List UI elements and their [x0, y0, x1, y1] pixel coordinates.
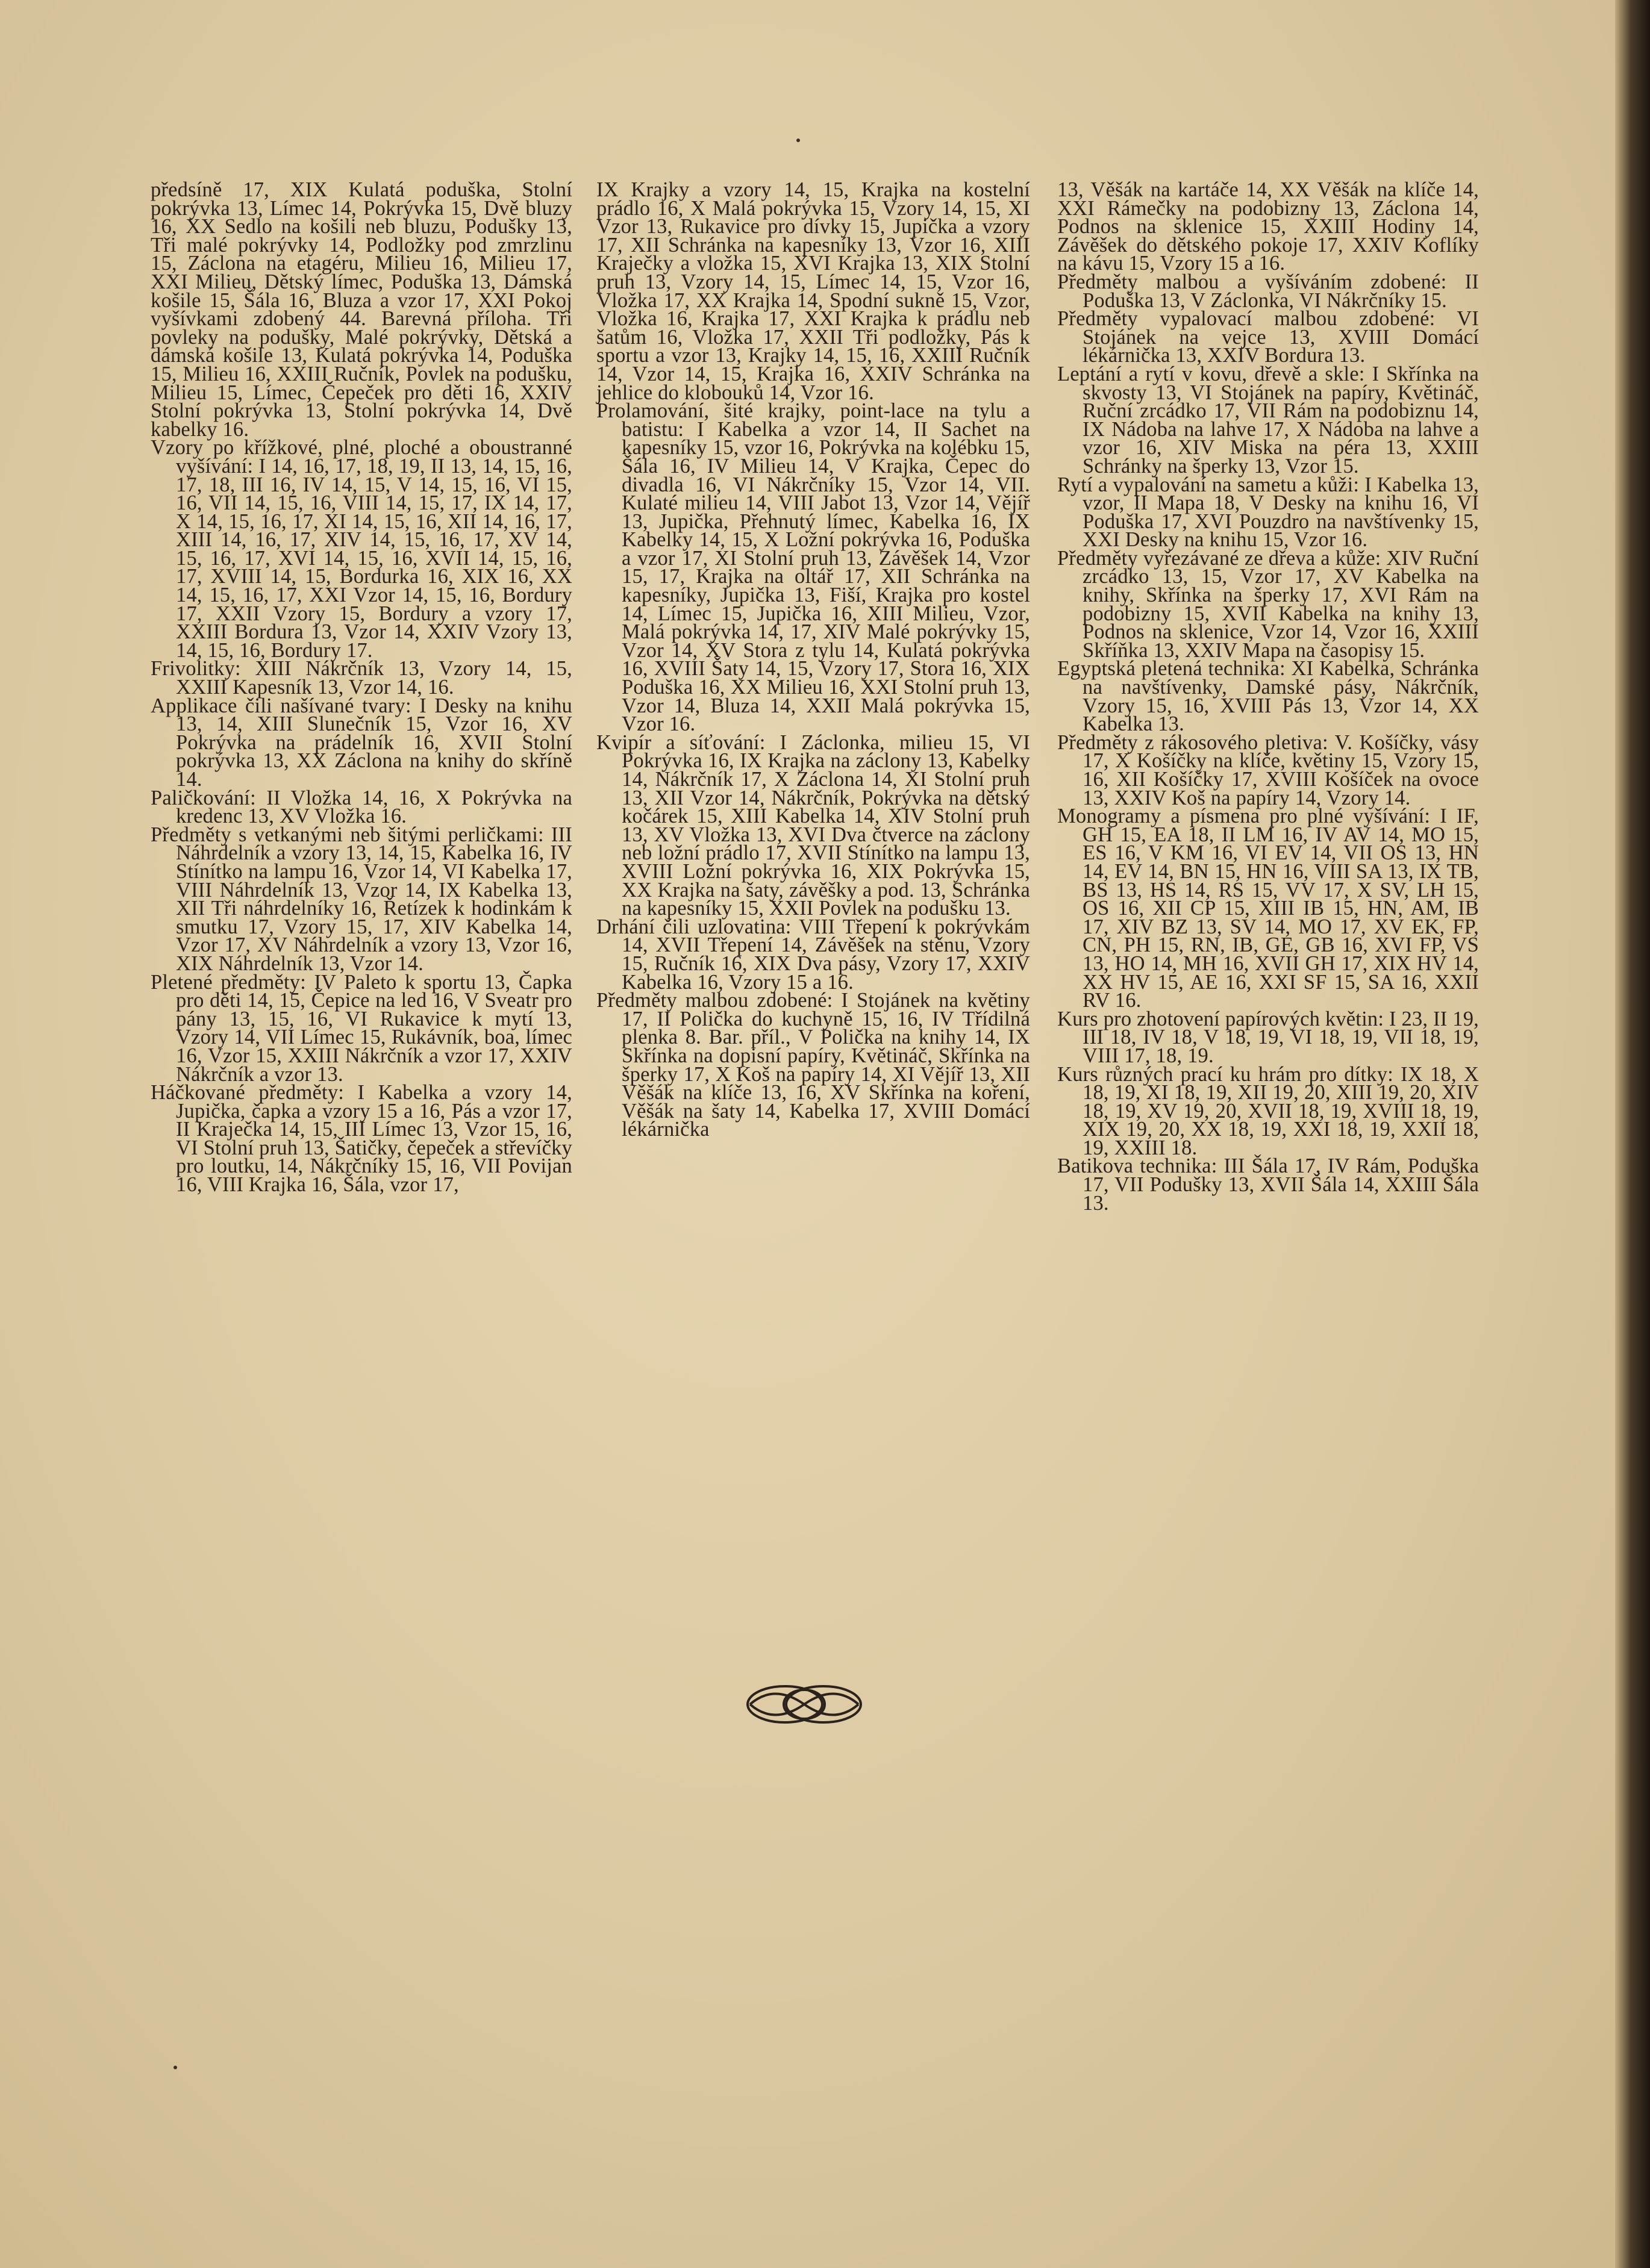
- index-column-3: [1057, 178, 1479, 1215]
- index-entry: Pletené předměty: IV Paleto k sportu 13, Čapka pro děti 14, 15, Čepice na led 16, V Sveatr pro pány 13, 15, 16, VI Rukavice k mytí 13, Vzory 14, VII Límec 15, Rukávník, boa, límec 16, Vzor 15, XXIII Nákrčník a vzor 17, XXIV Nákrčník a vzor 13.: [151, 970, 572, 1086]
- index-entry: Předměty vyřezávané ze dřeva a kůže: XIV Ruční zrcádko 13, 15, Vzor 17, XV Kabelka na knihy, Skřínka na šperky 17, XVI Rám na podobizny 15, XVII Kabelka na knihy 13, Podnos na sklenice, Vzor 14, Vzor 16, XXIII Skříňka 13, XXIV Mapa na časopisy 15.: [1057, 546, 1479, 662]
- index-entry: Rytí a vypalování na sametu a kůži: I Kabelka 13, vzor, II Mapa 18, V Desky na knihu 16, VI Poduška 17, XVI Pouzdro na navštívenky 15, XXI Desky na knihu 15, Vzor 16.: [1057, 473, 1479, 552]
- ink-speck: [796, 139, 800, 142]
- index-column-2: [596, 178, 1030, 1141]
- index-entry: Kurs pro zhotovení papírových květin: I 23, II 19, III 18, IV 18, V 18, 19, VI 18, 19, VII 18, 19, VIII 17, 18, 19.: [1057, 1007, 1479, 1067]
- index-entry: Vzory po křížkové, plné, ploché a oboustranné vyšívání: I 14, 16, 17, 18, 19, II 13, 14, 15, 16, 17, 18, III 16, IV 14, 15, V 14, 15, 16, VI 15, 16, VII 14, 15, 16, VIII 14, 15, 17, IX 14, 17, X 14, 15, 16, 17, XI 14, 15, 16, XII 14, 16, 17, XIII 14, 16, 17, XIV 14, 15, 16, 17, XV 14, 15, 16, 17, XVI 14, 15, 16, XVII 14, 15, 16, 17, XVIII 14, 15, Bordurka 16, XIX 16, XX 14, 15, 16, 17, XXI Vzor 14, 15, 16, Bordury 17, XXII Vzory 15, Bordury a vzory 17, XXIII Bordura 13, Vzor 14, XXIV Vzory 13, 14, 15, 16, Bordury 17.: [151, 436, 572, 662]
- index-entry: IX Krajky a vzory 14, 15, Krajka na kostelní prádlo 16, X Malá pokrývka 15, Vzory 14, 15, XI Vzor 13, Rukavice pro dívky 15, Jupička a vzory 17, XII Schránka na kapesníky 13, Vzor 16, XIII Kraječky a vložka 15, XVI Krajka 13, XIX Stolní pruh 13, Vzory 14, 15, Límec 14, 15, Vzor 16, Vložka 17, XX Krajka 14, Spodní sukně 15, Vzor, Vložka 16, Krajka 17, XXI Krajka k prádlu neb šatům 16, Vložka 17, XXII Tři podložky, Pás k sportu a vzor 13, Krajky 14, 15, 16, XXIII Ručník 14, Vzor 14, 15, Krajka 16, XXIV Schránka na jehlice do klobouků 14, Vzor 16.: [596, 178, 1030, 404]
- index-entry: Předměty malbou zdobené: I Stojánek na květiny 17, II Polička do kuchyně 15, 16, IV Třídilná plenka 8. Bar. příl., V Polička na knihy 14, IX Skřínka na dopisní papíry, Květináč, Skřínka na šperky 17, X Koš na papíry 14, XI Vějíř 13, XII Věšák na klíče 13, 16, XV Skřínka na koření, Věšák na šaty 14, Kabelka 17, XVIII Domácí lékárnička: [596, 989, 1030, 1141]
- index-entry: Leptání a rytí v kovu, dřevě a skle: I Skřínka na skvosty 13, VI Stojánek na papíry, Květináč, Ruční zrcádko 17, VII Rám na podobiznu 14, IX Nádoba na lahve 17, X Nádoba na lahve a vzor 16, XIV Miska na péra 13, XXIII Schránky na šperky 13, Vzor 15.: [1057, 362, 1479, 478]
- ink-speck: [173, 2066, 177, 2069]
- index-entry: Předměty vypalovací malbou zdobené: VI Stojánek na vejce 13, XVIII Domácí lékárnička 13, XXIV Bordura 13.: [1057, 307, 1479, 367]
- index-entry: Paličkování: II Vložka 14, 16, X Pokrývka na kredenc 13, XV Vložka 16.: [151, 786, 572, 828]
- index-entry: předsíně 17, XIX Kulatá poduška, Stolní pokrývka 13, Límec 14, Pokrývka 15, Dvě bluzy 16, XX Sedlo na košili neb bluzu, Podušky 13, Tři malé pokrývky 14, Podložky pod zmrzlinu 15, Záclona na etagéru, Milieu 16, Milieu 17, XXI Milieu, Dětský límec, Poduška 13, Dámská košile 15, Šála 16, Bluza a vzor 17, XXI Pokoj vyšívkami zdobený 44. Barevná příloha. Tři povleky na podušky, Malé pokrývky, Dětská a dámská košile 13, Kulatá pokrývka 14, Poduška 15, Milieu 16, XXIII Ručník, Povlek na podušku, Milieu 15, Límec, Čepeček pro děti 16, XXIV Stolní pokrývka 13, Stolní pokrývka 14, Dvě kabelky 16.: [151, 178, 572, 441]
- index-column-1: [151, 178, 572, 1197]
- index-entry: Drhání čili uzlovatina: VIII Třepení k pokrývkám 14, XVII Třepení 14, Závěšek na stěnu, Vzory 15, Ručník 16, XIX Dva pásy, Vzory 17, XXIV Kabelka 16, Vzory 15 a 16.: [596, 915, 1030, 994]
- index-entry: Předměty s vetkanými neb šitými perličkami: III Náhrdelník a vzory 13, 14, 15, Kabelka 16, IV Stínítko na lampu 16, Vzor 14, VI Kabelka 17, VIII Náhrdelník 13, Vzor 14, IX Kabelka 13, XII Tři náhrdelníky 16, Řetízek k hodinkám k smutku 17, Vzory 15, 17, XIV Kabelka 14, Vzor 17, XV Náhrdelník a vzory 13, Vzor 16, XIX Náhrdelník 13, Vzor 14.: [151, 823, 572, 975]
- index-entry: Monogramy a písmena pro plné vyšívání: I IF, GH 15, EA 18, II LM 16, IV AV 14, MO 15, ES 16, V KM 16, VI EV 14, VII OS 13, HN 14, EV 14, BN 15, HN 16, VIII SA 13, IX TB, BS 13, HS 14, RS 15, VV 17, X SV, LH 15, OS 16, XII CP 15, XIII IB 15, HN, AM, IB 17, XIV BZ 13, SV 14, MO 17, XV EK, FP, CN, PH 15, RN, IB, GE, GB 16, XVI FP, VS 13, HO 14, MH 16, XVII GH 17, XIX HV 14, XX HV 15, AE 16, XXI SF 15, SA 16, XXII RV 16.: [1057, 805, 1479, 1012]
- index-entry: Předměty malbou a vyšíváním zdobené: II Poduška 13, V Záclonka, VI Nákrčníky 15.: [1057, 270, 1479, 312]
- index-entry: Applikace čili našívané tvary: I Desky na knihu 13, 14, XIII Slunečník 15, Vzor 16, XV Pokrývka na prádelník 16, XVII Stolní pokrývka 13, XX Záclona na knihy do skříně 14.: [151, 694, 572, 791]
- book-spine-edge: [1615, 0, 1650, 2268]
- index-entry: Kvipír a síťování: I Záclonka, milieu 15, VI Pokrývka 16, IX Krajka na záclony 13, Kabelky 14, Nákrčník 17, X Záclona 14, XI Stolní pruh 13, XII Vzor 14, Nákrčník, Pokrývka na dětský kočárek 15, XIII Kabelka 14, XIV Stolní pruh 13, XV Vložka 13, XVI Dva čtverce na záclony neb ložní prádlo 17, XVII Stínítko na lampu 13, XVIII Ložní pokrývka 16, XIX Pokrývka 15, XX Krajka na šaty, závěšky a pod. 13, Schránka na kapesníky 15, XXII Povlek na podušku 13.: [596, 731, 1030, 920]
- index-entry: Egyptská pletená technika: XI Kabelka, Schránka na navštívenky, Damské pásy, Nákrčník, Vzory 15, 16, XVIII Pás 13, Vzor 14, XX Kabelka 13.: [1057, 657, 1479, 736]
- index-entry: Prolamování, šité krajky, point-lace na tylu a batistu: I Kabelka a vzor 14, II Sachet na kapesníky 15, vzor 16, Pokrývka na kolébku 15, Šála 16, IV Milieu 14, V Krajka, Čepec do divadla 16, VI Nákrčníky 15, Vzor 14, VII. Kulaté milieu 14, VIII Jabot 13, Vzor 14, Vějíř 13, Jupička, Přehnutý límec, Kabelka 16, IX Kabelky 14, 15, X Ložní pokrývka 16, Poduška a vzor 17, XI Stolní pruh 13, Závěšek 14, Vzor 15, 17, Krajka na oltář 17, XII Schránka na kapesníky, Jupička 13, Fiší, Krajka pro kostel 14, Límec 15, Jupička 16, XIII Milieu, Vzor, Malá pokrývka 14, 17, XIV Malé pokrývky 15, Vzor 14, XV Stora z tylu 14, Kulatá pokrývka 16, XVIII Šaty 14, 15, Vzory 17, Stora 16, XIX Poduška 16, XX Milieu 16, XXI Stolní pruh 13, Vzor 14, Bluza 14, XXII Malá pokrývka 15, Vzor 16.: [596, 399, 1030, 736]
- decorative-knot-ornament-icon: [738, 1677, 870, 1731]
- index-entry: Kurs různých prací ku hrám pro dítky: IX 18, X 18, 19, XI 18, 19, XII 19, 20, XIII 19, 20, XIV 18, 19, XV 19, 20, XVII 18, 19, XVIII 18, 19, XIX 19, 20, XX 18, 19, XXI 18, 19, XXII 18, 19, XXIII 18.: [1057, 1062, 1479, 1159]
- index-entry: Háčkované předměty: I Kabelka a vzory 14, Jupička, čapka a vzory 15 a 16, Pás a vzor 17, II Kraječka 14, 15, III Límec 13, Vzor 15, 16, VI Stolní pruh 13, Šatičky, čepeček a střevíčky pro loutku, 14, Nákrčníky 15, 16, VII Povijan 16, VIII Krajka 16, Šála, vzor 17,: [151, 1081, 572, 1197]
- index-entry: Předměty z rákosového pletiva: V. Košíčky, vásy 17, X Košíčky na klíče, květiny 15, Vzory 15, 16, XII Košíčky 17, XVIII Košíček na ovoce 13, XXIV Koš na papíry 14, Vzory 14.: [1057, 731, 1479, 809]
- index-entry: Batikova technika: III Šála 17, IV Rám, Poduška 17, VII Podušky 13, XVII Šála 14, XXIII Šála 13.: [1057, 1154, 1479, 1215]
- index-entry: Frivolitky: XIII Nákrčník 13, Vzory 14, 15, XXIII Kapesník 13, Vzor 14, 16.: [151, 657, 572, 699]
- index-entry: 13, Věšák na kartáče 14, XX Věšák na klíče 14, XXI Rámečky na podobizny 13, Záclona 14, Podnos na sklenice 15, XXIII Hodiny 14, Závěšek do dětského pokoje 17, XXIV Koflíky na kávu 15, Vzory 15 a 16.: [1057, 178, 1479, 275]
